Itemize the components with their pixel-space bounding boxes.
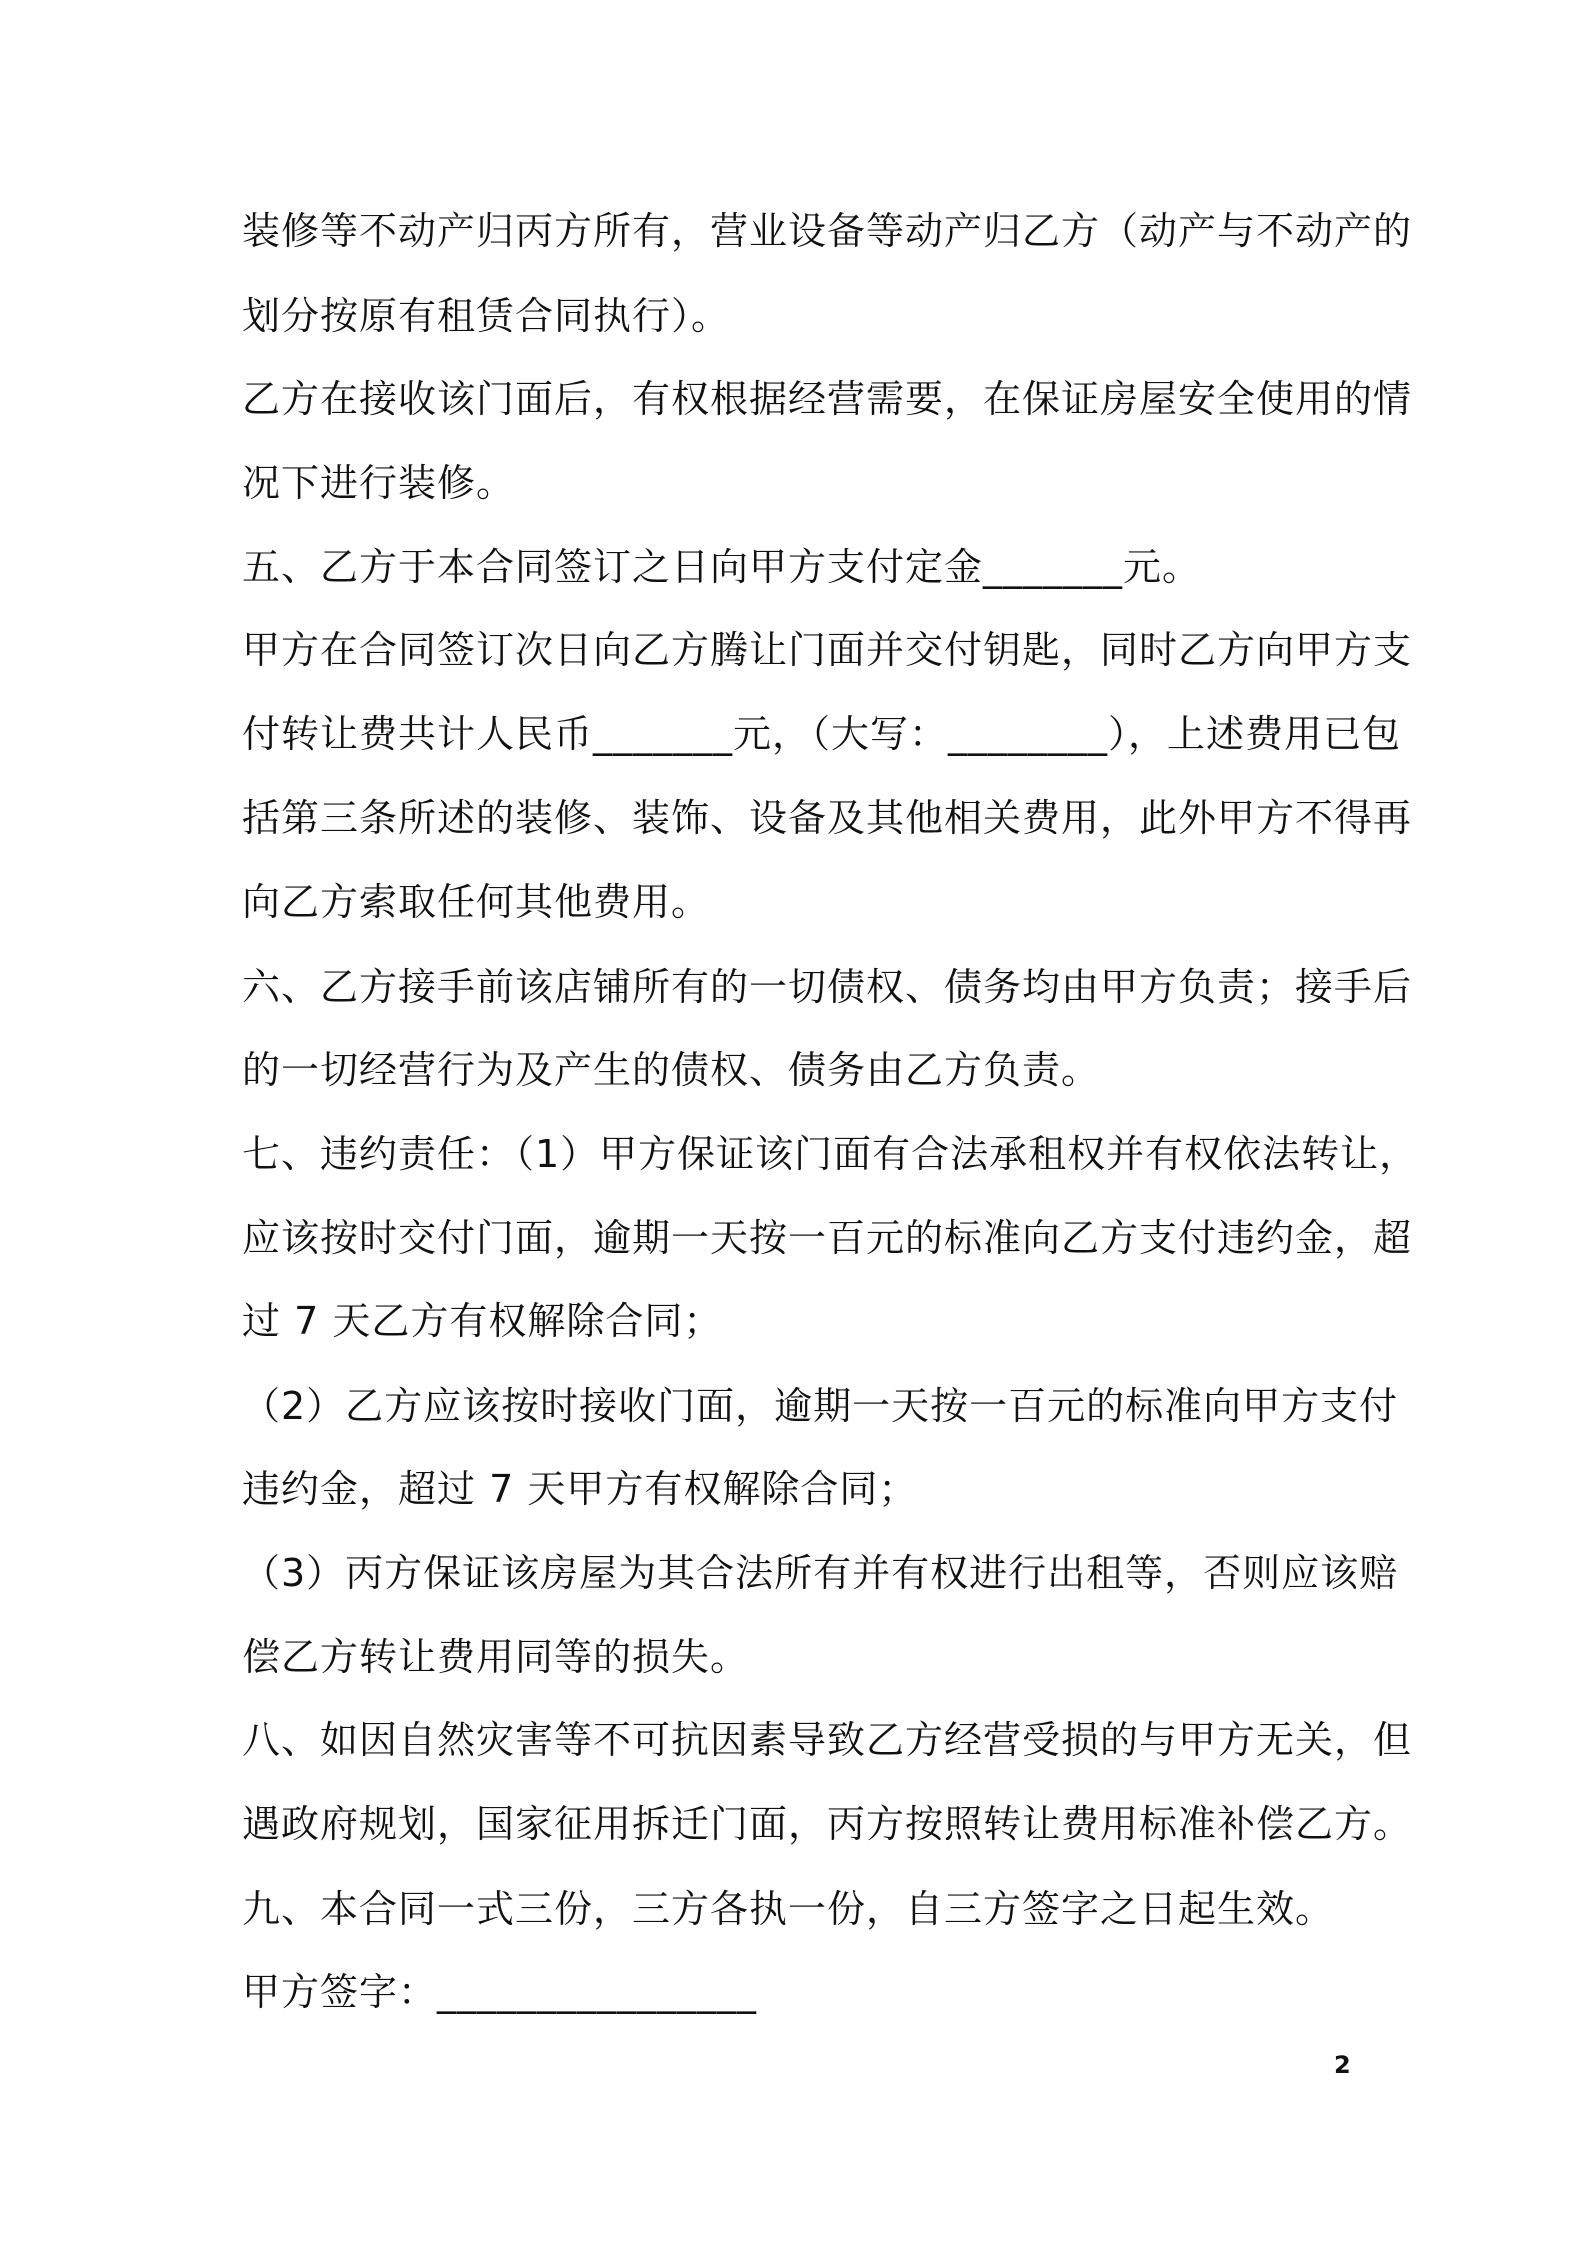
text-line: 应该按时交付门面，逾期一天按一百元的标准向乙方支付违约金，超 (242, 1216, 1413, 1260)
text-line: 况下进行装修。 (242, 461, 516, 505)
signature-line: 甲方签字：________________ (242, 1970, 758, 2014)
text-line: （2）乙方应该按时接收门面，逾期一天按一百元的标准向甲方支付 (242, 1384, 1399, 1428)
text-line: 遇政府规划，国家征用拆迁门面，丙方按照转让费用标准补偿乙方。 (242, 1802, 1413, 1846)
text-line: 偿乙方转让费用同等的损失。 (242, 1635, 750, 1679)
text-line: 装修等不动产归丙方所有，营业设备等动产归乙方（动产与不动产的 (242, 209, 1413, 253)
text-line: 八、如因自然灾害等不可抗因素导致乙方经营受损的与甲方无关，但 (242, 1718, 1413, 1762)
text-line: 过 7 天乙方有权解除合同； (242, 1299, 723, 1343)
text-line: 划分按原有租赁合同执行）。 (242, 294, 731, 338)
page-number: 2 (1334, 2051, 1351, 2079)
text-line: 六、乙方接手前该店铺所有的一切债权、债务均由甲方负责；接手后 (242, 965, 1413, 1009)
text-line: 五、乙方于本合同签订之日向甲方支付定金_______元。 (242, 545, 1202, 589)
text-line: 乙方在接收该门面后，有权根据经营需要，在保证房屋安全使用的情 (242, 377, 1413, 421)
text-line: 的一切经营行为及产生的债权、债务由乙方负责。 (242, 1048, 1101, 1092)
text-line: 七、违约责任：（1）甲方保证该门面有合法承租权并有权依法转让， (242, 1132, 1419, 1176)
text-line: 括第三条所述的装修、装饰、设备及其他相关费用，此外甲方不得再 (242, 796, 1413, 840)
text-line: 违约金，超过 7 天甲方有权解除合同； (242, 1467, 918, 1511)
text-line: 甲方在合同签订次日向乙方腾让门面并交付钥匙，同时乙方向甲方支 (242, 628, 1413, 672)
text-line: （3）丙方保证该房屋为其合法所有并有权进行出租等，否则应该赔 (242, 1551, 1399, 1595)
text-line: 付转让费共计人民币_______元，（大写：________），上述费用已包 (242, 712, 1402, 756)
text-line: 九、本合同一式三份，三方各执一份，自三方签字之日起生效。 (242, 1887, 1335, 1931)
text-line: 向乙方索取任何其他费用。 (242, 880, 711, 924)
